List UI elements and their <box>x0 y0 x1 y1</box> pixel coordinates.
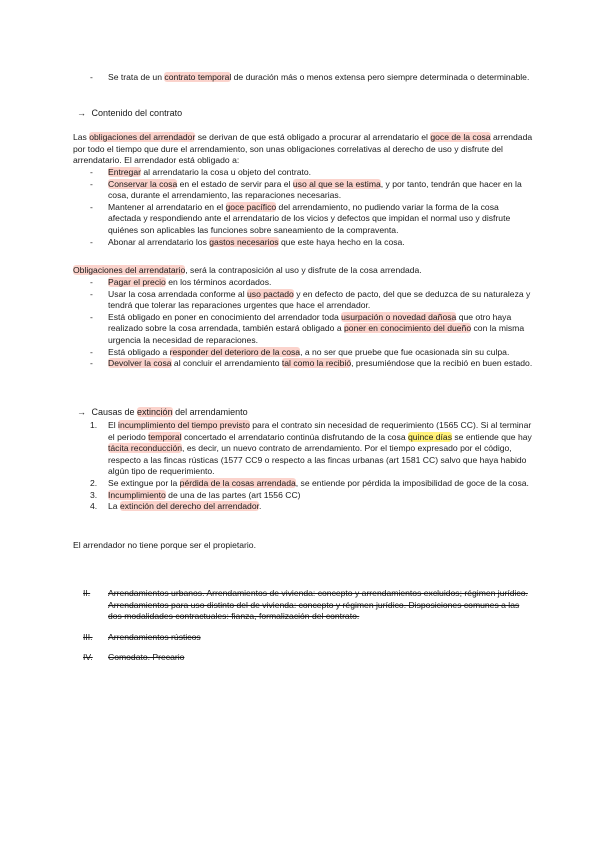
highlighted-text: tal como la recibió <box>281 358 352 369</box>
contenido-heading-text: Contenido del contrato <box>91 108 183 118</box>
highlighted-text: temporal <box>148 431 182 442</box>
struck-section-item <box>73 632 533 644</box>
text-run: Está obligado a <box>108 346 170 357</box>
text-run: Mantener al arrendatario en el <box>108 201 226 212</box>
highlighted-text: responder del deterioro de la cosa <box>169 346 301 357</box>
text-run: al arrendatario la cosa u objeto del contrato. <box>140 167 312 177</box>
arrendador-obligation-item <box>73 167 533 179</box>
text-run: , será la contraposición al uso y disfrute de la cosa arrendada. <box>185 265 422 275</box>
text-run: para el contrato sin necesidad de requerimiento (1565 CC). Si al terminar el periodo <box>108 420 532 442</box>
text-run: Está obligado en poner en conocimiento del arrendador toda <box>108 311 342 322</box>
highlighted-text: Entregar <box>108 167 141 177</box>
highlighted-text: usurpación o novedad dañosa <box>341 311 457 322</box>
highlighted-text: uso pactado <box>247 288 294 299</box>
text-run: al concluir el arrendamiento <box>171 358 282 369</box>
arrendador-obligation-item <box>73 237 533 249</box>
arrow-right-icon: → <box>77 108 86 118</box>
text-run: y en defecto de pacto, del que se deduzca de su naturaleza y tendrá que tolerar las reparaciones urgentes que hace el arrendador. <box>108 288 531 311</box>
text-run: de duración más o menos extensa pero siempre determinada o determinable. <box>231 72 530 82</box>
highlighted-text: Obligaciones del arrendatario <box>73 265 186 275</box>
arrendatario-paragraph <box>73 265 533 277</box>
arrendatario-list <box>73 277 533 370</box>
text-run: Usar la cosa arrendada conforme al <box>108 288 248 299</box>
highlighted-text: gastos necesarios <box>209 236 279 247</box>
arrendatario-obligation-item <box>73 312 533 347</box>
text-run: La <box>108 501 120 512</box>
highlighted-text: Conservar la cosa <box>108 178 178 189</box>
arrendador-obligation-item <box>73 179 533 202</box>
item-number: 4. <box>90 501 98 512</box>
text-run: , a no ser que pruebe que fue ocasionada sin su culpa. <box>300 346 510 357</box>
text-run: , y por tanto, tendrán que hacer en la cosa, durante el arrendamiento, las reparaciones necesarias. <box>108 178 522 201</box>
roman-numeral: IV. <box>83 652 93 663</box>
text-run: en el estado de servir para el <box>177 178 293 189</box>
causas-heading <box>77 407 248 419</box>
text-run: en los términos acordados. <box>165 277 272 287</box>
roman-numeral: II. <box>83 588 91 598</box>
arrendador-obligation-item <box>73 202 533 237</box>
struck-section-text: Arrendamientos urbanos. Arrendamientos de vivienda: concepto y arrendamientos excluidos; régimen jurídico. Arrendamientos para uso distinto del de vivienda: concepto y régimen jurídico. Disposiciones comunes a las dos modalidades contractuales: fianza, formalización del contrato. <box>108 588 528 622</box>
highlighted-text: pérdida de la cosas arrendada <box>179 477 296 488</box>
text-run: del arrendamiento <box>172 407 248 417</box>
text-run: del arrendamiento, no pudiendo variar la forma de la cosa afectada y respondiendo ante el arrendatario de los vicios y defectos que impidan el normal uso y disfrute quiénes son aplicables las funciones sobre saneamiento de la compraventa. <box>108 201 511 235</box>
causa-item <box>73 478 533 490</box>
highlighted-text: tácita reconducción <box>108 443 183 454</box>
causa-item <box>73 490 533 502</box>
text-run: que otro haya realizado sobre la cosa arrendada, también estará obligado a <box>108 311 512 334</box>
text-run: que este haya hecho en la cosa. <box>278 236 405 247</box>
struck-section-item <box>73 588 533 623</box>
item-number: 3. <box>90 489 98 500</box>
text-run: Abonar al arrendatario los <box>108 236 210 247</box>
text-run: Se trata de un <box>108 72 165 82</box>
contenido-heading <box>77 108 182 120</box>
item-number: 2. <box>90 477 98 488</box>
text-run: Causas de <box>91 407 138 417</box>
intro-list <box>73 72 533 84</box>
arrow-right-icon: → <box>77 407 86 417</box>
text-run: concertado el arrendatario continúa disfrutando de la cosa <box>181 431 409 442</box>
text-run: , presumiéndose que la recibió en buen estado. <box>351 358 533 369</box>
struck-section-text: Arrendamientos rústicos <box>108 631 201 642</box>
causas-heading-text <box>92 407 248 417</box>
highlighted-text: poner en conocimiento del dueño <box>344 323 472 334</box>
intro-bullet <box>73 72 533 84</box>
text-run: Las <box>73 132 90 142</box>
arrendatario-obligation-item <box>73 289 533 312</box>
roman-numeral: III. <box>83 631 93 642</box>
highlighted-text: obligaciones del arrendador <box>89 132 196 142</box>
text-run: Se extingue por la <box>108 477 180 488</box>
text-run: se derivan de que está obligado a procurar al arrendatario el <box>195 132 431 142</box>
highlighted-text: incumplimiento del tiempo previsto <box>118 420 250 430</box>
highlighted-text: quince días <box>408 431 452 442</box>
highlighted-text: goce de la cosa <box>430 132 491 142</box>
text-run: . <box>258 501 262 512</box>
arrendador-list <box>73 167 533 248</box>
struck-section-text: Comodato. Precario <box>108 652 185 663</box>
arrendatario-obligation-item <box>73 277 533 289</box>
highlighted-text: uso al que se la estima <box>292 178 381 189</box>
text-run: El <box>108 420 119 430</box>
text-run: , se entiende por pérdida la imposibilidad de goce de la cosa. <box>295 477 529 488</box>
causa-item <box>73 420 533 478</box>
text-run: se entiende que hay <box>452 431 532 442</box>
text-run: con la misma urgencia la necesidad de reparaciones. <box>108 323 525 345</box>
causas-list <box>73 420 533 513</box>
highlighted-text: Devolver la cosa <box>108 358 172 369</box>
highlighted-text: Incumplimiento <box>108 489 166 500</box>
item-number: 1. <box>90 420 98 430</box>
highlighted-text: extinción <box>137 407 173 417</box>
highlighted-text: Pagar el precio <box>108 277 166 287</box>
text-run: de una de las partes (art 1556 CC) <box>165 489 301 500</box>
arrendador-paragraph <box>73 132 533 167</box>
highlighted-text: goce pacífico <box>225 201 277 212</box>
highlighted-text: extinción del derecho del arrendador <box>119 501 259 512</box>
arrendatario-obligation-item <box>73 347 533 359</box>
struck-sections-list <box>73 588 533 673</box>
highlighted-text: contrato temporal <box>164 72 232 82</box>
causa-item <box>73 501 533 513</box>
text-run: , es decir, un nuevo contrato de arrendamiento. Por el tiempo expresado por el código, respecto a las fincas rústicas (1577 CC9 o respecto a las fincas urbanas (art 1581 CC) salvo que haya habido algún tipo de requerimiento. <box>108 443 527 477</box>
text-run: arrendada por todo el tiempo que dure el arrendamiento, son unas obligaciones correlativas al derecho de uso y disfrute del arrendatario. El arrendador está obligado a: <box>73 132 533 166</box>
struck-section-item <box>73 652 533 664</box>
arrendatario-obligation-item <box>73 358 533 370</box>
closing-note: El arrendador no tiene porque ser el propietario. <box>73 540 256 550</box>
